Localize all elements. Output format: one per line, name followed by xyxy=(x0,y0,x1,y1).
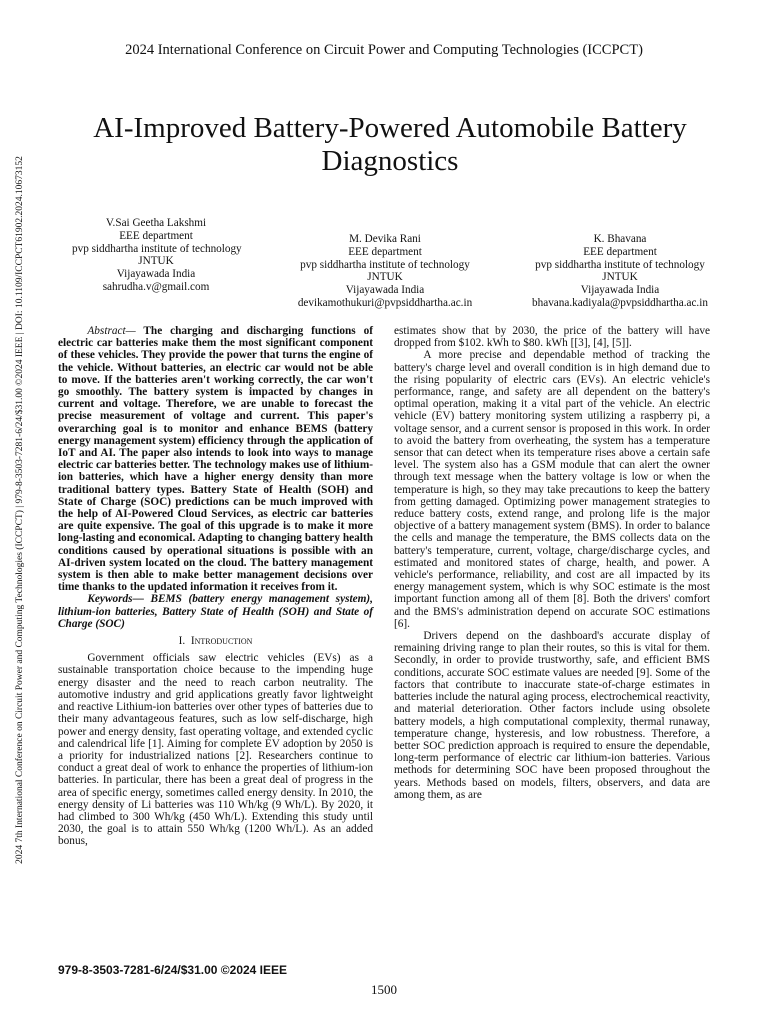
author-email[interactable]: devikamothukuri@pvpsiddhartha.ac.in xyxy=(297,296,473,309)
abstract-text: The charging and discharging functions of electric car batteries make them the most significant component of these vehicles. They provide the power that turns the engine of the vehicle. Without batteries, an electric car would not be able to move. If the batteries aren't working correctly, the car won't go smoothly. The battery system is impacted by changes in current and voltage. Therefore, we are unable to forecast the precise measurement of voltage and current. This paper's overarching goal is to monitor and enhance BEMS (battery energy management system) efficiency through the application of IoT and AI. The paper also intends to look into ways to manage electric car batteries better. The technology makes use of lithium-ion batteries, which have a higher energy density than more traditional battery types. Battery State of Health (SOH) and State of Charge (SOC) predictions can be much improved with the help of AI-Powered Cloud Services, as electric car batteries are quite expensive. The goal of this upgrade is to make it more long-lasting and economical. Adapting to changing battery health conditions caused by operational situations is possible with an AI-driven system located on the cloud. The battery management system is then able to make better management decisions over time thanks to the updated information it receives from it. xyxy=(58,325,373,594)
right-column xyxy=(394,325,710,801)
author-email[interactable]: bhavana.kadiyala@pvpsiddhartha.ac.in xyxy=(532,296,708,309)
section-heading xyxy=(58,635,373,647)
left-column xyxy=(58,325,373,848)
body-paragraph: Drivers depend on the dashboard's accurate display of remaining driving range to plan their routes, so this is vital for them. Secondly, in order to provide trustworthy, safe, and efficient BMS conditions, accurate SOC estimate values are needed [9]. Some of the factors that contribute to inaccurate state-of-charge estimates in batteries include the natural aging process, electrochemical reactivity, and material deterioration. Other factors include using obsolete battery models, a high computational complexity, thermal runaway, temperature change, hysteresis, and low robustness. Therefore, a better SOC prediction approach is required to ensure the dependable, long-term performance of electric car lithium-ion batteries. Various methods for determining SOC have been proposed throughout the years. Methods based on models, filters, observers, and data are among them, as are xyxy=(394,630,710,801)
keywords xyxy=(58,593,373,630)
author-block-1 xyxy=(72,217,240,294)
author-university: JNTUK xyxy=(602,271,638,284)
author-block-3 xyxy=(522,233,718,310)
author-dept: EEE department xyxy=(348,245,422,258)
keywords-text: BEMS (battery energy management system), lithium-ion batteries, Battery State of Health (SOH) and State of Charge (SOC) xyxy=(58,593,373,630)
footer-isbn: 979-8-3503-7281-6/24/$31.00 ©2024 IEEE xyxy=(58,963,288,977)
author-university: JNTUK xyxy=(138,255,174,268)
body-paragraph: estimates show that by 2030, the price of the battery will have dropped from $102. kWh to $80. kWh [[3], [4], [5]]. xyxy=(394,325,710,350)
author-institution: pvp siddhartha institute of technology xyxy=(300,258,470,271)
author-name: K. Bhavana xyxy=(593,233,647,245)
author-dept: EEE department xyxy=(583,245,657,258)
section-title: Introduction xyxy=(190,635,253,648)
page-number: 1500 xyxy=(371,982,397,997)
abstract-label: Abstract— xyxy=(87,325,136,337)
author-dept: EEE department xyxy=(119,229,193,242)
author-city: Vijayawada India xyxy=(116,268,196,281)
author-institution: pvp siddhartha institute of technology xyxy=(535,258,705,271)
keywords-label: Keywords— xyxy=(87,593,144,606)
side-margin-text: 2024 7th International Conference on Circuit Power and Computing Technologies (ICCPCT) | 979-8-3503-7281-6/24/$31.00 ©2024 IEEE | DOI: 10.1109/ICCPCT61902.2024.10673152 xyxy=(15,156,25,864)
body-paragraph: Government officials saw electric vehicles (EVs) as a sustainable transportation choice because to the impending huge energy disaster and the need to reach carbon neutrality. The automotive industry and grid applications greatly favor lightweight and reactive Lithium-ion batteries over other types of batteries due to their many advantageous features, such as low self-discharge, high power and energy density, fast operating voltage, and extended cyclic and calendrical life [1]. Aiming for complete EV adoption by 2050 is a priority for industrialized nations [2]. Researchers continue to conduct a great deal of work to enhance the properties of lithium-ion batteries. In particular, there has been a great deal of progress in the area of specific energy, sometimes called energy density. In 2010, the energy density of Li batteries was 110 Wh/kg (9 Wh/L). By 2020, it had climbed to 300 Wh/kg (450 Wh/L). Extending this study until 2030, the goal is to attain 550 Wh/kg (1200 Wh/L). As an added bonus, xyxy=(58,652,373,848)
author-name: V.Sai Geetha Lakshmi xyxy=(105,217,207,229)
author-institution: pvp siddhartha institute of technology xyxy=(72,242,242,255)
author-city: Vijayawada India xyxy=(345,284,425,297)
author-university: JNTUK xyxy=(367,271,403,284)
side-margin-citation xyxy=(13,150,27,870)
author-city: Vijayawada India xyxy=(580,284,660,297)
paper-title: AI-Improved Battery-Powered Automobile Battery Diagnostics xyxy=(93,112,687,177)
author-name: M. Devika Rani xyxy=(349,233,421,245)
body-paragraph: A more precise and dependable method of tracking the battery's charge level and overall condition is in high demand due to the rising popularity of electric cars (EVs). An electric vehicle's performance, range, and safety are all dependent on the battery's optimal operation, making it a vital part of the vehicle. An electric vehicle (EV) battery monitoring system utilizing a raspberry pi, a voltage sensor, and a current sensor is proposed in this work. In order to avoid the battery from overheating, the system has a temperature sensor that can detect when its temperature rises above a certain safe level. The system also has a GSM module that can alert the owner through text message when the battery voltage is low or when the temperature is high, so they may take precautions to keep the battery from getting damaged. Optimizing power management strategies to reduce battery costs, extend range, and prolong life is the major objective of a battery management system (BMS). In order to balance the cells and manage the temperature, the BMS collects data on the battery's temperature, current, voltage, charge/discharge cycles, and estimated and monitored states of charge, health, and power. A vehicle's performance, reliability, and cost are all impacted by its energy management system, which is why SOC estimate is the most important function among all of them [8]. Both the drivers' comfort and the BMS's administration depend on accurate SOC estimations [6]. xyxy=(394,349,710,630)
author-email[interactable]: sahrudha.v@gmail.com xyxy=(102,280,210,293)
author-block-2 xyxy=(286,233,484,310)
section-number: I. xyxy=(178,635,186,648)
abstract xyxy=(58,325,373,593)
conference-header: 2024 International Conference on Circuit Power and Computing Technologies (ICCPCT) xyxy=(125,42,643,58)
